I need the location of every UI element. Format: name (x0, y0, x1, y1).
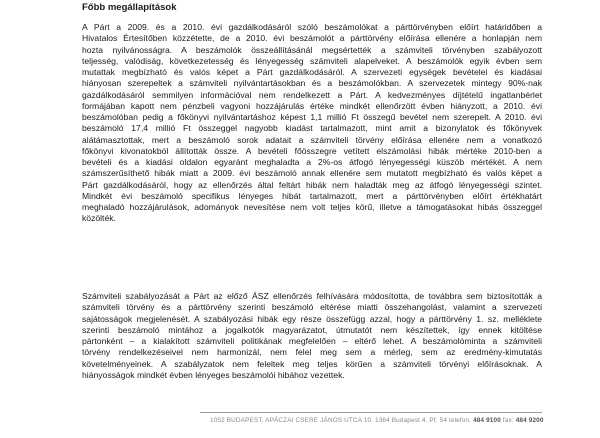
footer-fax: 484 9200 (515, 417, 544, 424)
text-line: teljesség, valódiság, következetesség és lényegesség számviteli alapelveket. A beszámolók egyik évben sem (82, 55, 542, 66)
footer-fax-label: fax: (502, 417, 514, 424)
footer-address-text: 1052 BUDAPEST, APÁCZAI CSERE JÁNOS UTCA 10. 1364 Budapest 4. Pf. 54 telefon: (210, 417, 472, 424)
section-heading: Főbb megállapítások (82, 2, 177, 13)
text-line: követelményeinek. A szabályzatok nem feleltek meg teljes körűen a számviteli törvényi előírásoknak. A (82, 358, 542, 369)
text-line: sajátosságok megjelenését. A szabályozási hibák egy része összefügg azzal, hogy a párttörvény 1. sz. melléklete (82, 313, 542, 324)
text-line: számviteli törvény és a párttörvény szerinti beszámoló eltérése miatti összehangolást, valamint a szervezeti (82, 302, 542, 313)
text-line: beszámoló 17,4 millió Ft összeggel nagyobb kiadást tartalmazott, mint amit a bizonylatok és főkönyvek (82, 123, 542, 134)
text-line: főkönyvi kivonatokból állították össze. A bevételi főösszegre vetített elszámolási hibák mértéke 2010-ben a (82, 145, 542, 156)
footer-phone: 484 9100 (473, 417, 501, 424)
text-line: formájában kapott nem pénzbeli vagyoni hozzájárulás értéke mindkét ellenőrzött évben hiányzott, a 2010. évi (82, 100, 542, 111)
text-line: hozta nyilvánosságra. A beszámolók összeállításánál megsértették a számviteli törvényben szabályozott (82, 44, 542, 55)
text-line: közölték. (82, 213, 116, 224)
text-line: alátámasztottak, mert a beszámoló sorok adatait a számviteli törvény előírása ellenére nem a vonatkozó (82, 134, 542, 145)
text-line: beszámolóban pedig a főkönyvi nyilvántartáshoz képest 1,1 millió Ft összegű bevétel nem szerepelt. A 2010. évi (82, 112, 542, 122)
text-line: Mindkét évi beszámoló specifikus lényeges hibát tartalmazott, mert a párttörvényben előírt értékhatárt (82, 190, 542, 201)
footer-address (210, 417, 542, 424)
text-line: Számviteli szabályozását a Párt az előző ÁSZ ellenőrzés felhívására módosította, de továbbra sem biztosították a (82, 291, 542, 301)
text-line: törvény rendelkezéseivel nem harmonizál, nem felel meg sem a mérleg, sem az eredmény-kimutatás (82, 347, 542, 358)
text-line: Párt gazdálkodásáról, hogy az ellenőrzés által feltárt hibák nem haladták meg az átfogó lényegességi szintet. (82, 179, 542, 190)
text-line: számszerűsíthető hibák miatt a 2009. évi beszámoló annak ellenére sem mutatott megbízható és valós képet a (82, 168, 542, 179)
text-line: A Párt a 2009. és a 2010. évi gazdálkodásáról szóló beszámolókat a párttörvényben előírt határidőben a (82, 22, 542, 32)
regulation-paragraph (82, 291, 542, 381)
text-line: mutattak megbízható és valós képet a Párt gazdálkodásáról. A szervezeti egységek bevételei és kiadásai (82, 67, 542, 77)
text-line: pártonként – a kialakított számviteli politikának megfelelően – eltérő lehet. A beszámolóminta a számviteli (82, 336, 542, 346)
text-line: meghaladó hozzájárulások, adományok nevesítése nem volt teljes körű, illetve a támogatásokat hibás összeggel (82, 202, 542, 212)
text-line: gazdálkodásáról semmilyen információval nem rendelkezett a Párt. A kedvezményes díjtételű ingatlanbérlet (82, 89, 542, 100)
findings-paragraph (82, 22, 542, 225)
text-line: bevételi és a kiadási oldalon egyaránt meghaladta a 2%-os átfogó lényegességi küszöb mértékét. A nem (82, 157, 542, 167)
text-line: hiányosan szerepeltek a számviteli nyilvántartásokban és a beszámolókban. A szervezetek mintegy 90%-nak (82, 78, 542, 89)
footer-divider (200, 412, 542, 413)
text-line: Hivatalos Értesítőben közzétette, de a 2010. évi beszámolót a párttörvény előírása ellenére a honlapján nem (82, 33, 542, 44)
text-line: hiányosságok mindkét évben lényeges beszámolói hibához vezettek. (82, 369, 345, 380)
text-line: szerinti beszámoló mintához a jogalkotók magyarázatot, útmutatót nem készítettek, így ennek kitöltése (82, 324, 542, 335)
